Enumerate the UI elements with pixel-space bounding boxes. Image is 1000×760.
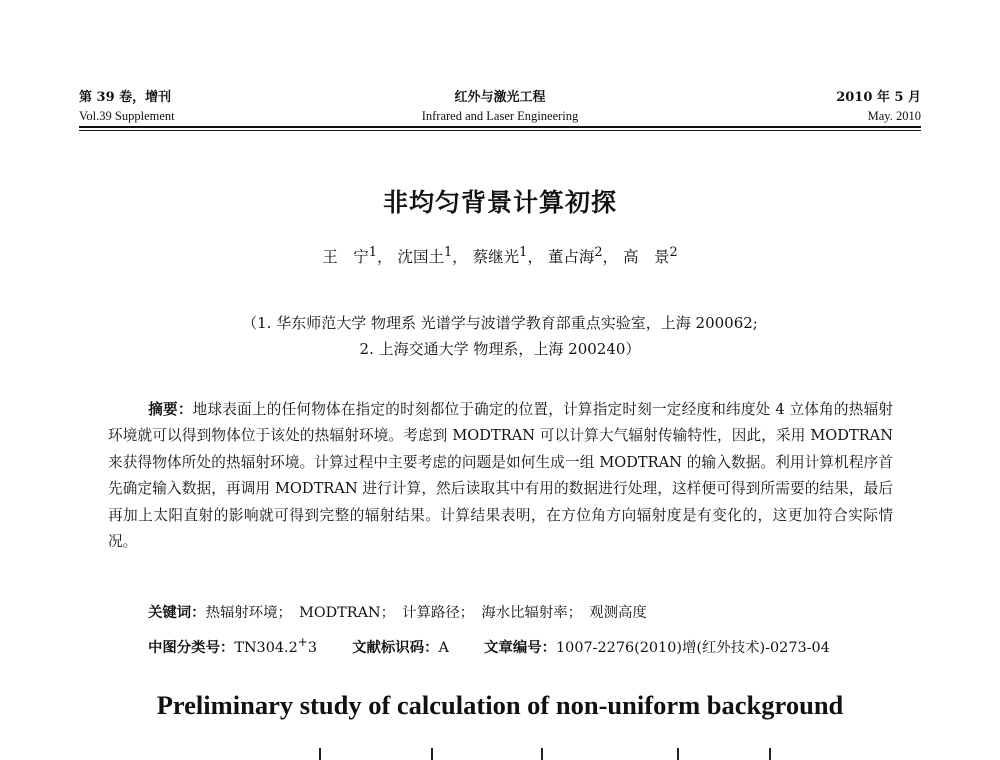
clc-sup: +	[297, 635, 308, 649]
cropped-glyph	[766, 748, 774, 760]
author-name: 董占海	[547, 248, 595, 267]
clc-suffix: 3	[307, 639, 317, 656]
cropped-glyph	[428, 748, 436, 760]
doc-code-value: A	[438, 639, 449, 656]
classification-line	[148, 633, 908, 657]
clc-label: 中图分类号：	[148, 639, 235, 656]
author-list	[0, 245, 1000, 267]
cropped-glyph	[538, 748, 546, 760]
author-name: 蔡继光	[472, 248, 520, 267]
journal-en: Infrared and Laser Engineering	[421, 109, 579, 123]
header-rule-thin	[79, 130, 921, 131]
cropped-glyph	[316, 748, 324, 760]
author-name: 高 景	[623, 248, 670, 267]
keywords-text: 热辐射环境； MODTRAN； 计算路径； 海水比辐射率； 观测高度	[205, 605, 647, 621]
author-separator: ，	[376, 248, 393, 267]
article-number-value: 1007-2276(2010)增(红外技术)-0273-04	[556, 639, 830, 656]
author-affil-mark: 1	[368, 245, 377, 260]
keywords-line	[148, 604, 908, 622]
author-name: 沈国土	[397, 248, 444, 267]
author-name: 王 宁	[322, 248, 369, 267]
affiliation-line: 2. 上海交通大学 物理系，上海 200240）	[359, 340, 641, 358]
running-header	[0, 0, 1000, 140]
affiliation-line: （1. 华东师范大学 物理系 光谱学与波谱学教育部重点实验室，上海 200062;	[242, 314, 758, 332]
doc-code-label: 文献标识码：	[352, 639, 439, 656]
paper-title-en: Preliminary study of calculation of non-uniform background	[156, 690, 844, 720]
abstract-text: 地球表面上的任何物体在指定的时刻都位于确定的位置，计算指定时刻一定经度和纬度处 4 立体角的热辐射环境就可以得到物体位于该处的热辐射环境。考虑到 MODTRAN 可以计算大气辐射传输特性，因此，采用 MODTRAN 来获得物体所处的热辐射环境。计算过程中主要考虑的问题是如何生成一组 MODTRAN 的输入数据。利用计算机程序首先确定输入数据，再调用 MODTRAN 进行计算，然后读取其中有用的数据进行处理，这样便可得到所需要的结果，最后再加上太阳直射的影响就可得到完整的辐射结果。计算结果表明，在方位角方向辐射度是有变化的，这更加符合实际情况。	[108, 401, 893, 551]
cropped-glyph	[674, 748, 682, 760]
author-separator: ，	[452, 248, 468, 267]
abstract-label: 摘要：	[148, 401, 193, 418]
article-number-label: 文章编号：	[484, 639, 557, 656]
paper-title-cn: 非均匀背景计算初探	[382, 188, 617, 217]
author-affil-mark: 2	[594, 245, 603, 260]
date-cn: 2010 年 5 月	[836, 90, 921, 105]
author-affil-mark: 1	[443, 245, 453, 260]
volume-cn: 第 39 卷，增刊	[79, 90, 172, 105]
volume-en: Vol.39 Supplement	[79, 109, 175, 123]
date-en: May. 2010	[867, 109, 921, 123]
author-separator: ，	[527, 248, 543, 267]
author-affil-mark: 1	[519, 245, 528, 260]
journal-cn: 红外与激光工程	[454, 90, 546, 105]
clc-value: TN304.2	[234, 639, 298, 656]
author-separator: ，	[602, 248, 619, 267]
keywords-label: 关键词：	[148, 605, 206, 621]
header-rule-thick	[79, 126, 921, 128]
author-affil-mark: 2	[669, 245, 678, 260]
abstract	[108, 397, 893, 555]
